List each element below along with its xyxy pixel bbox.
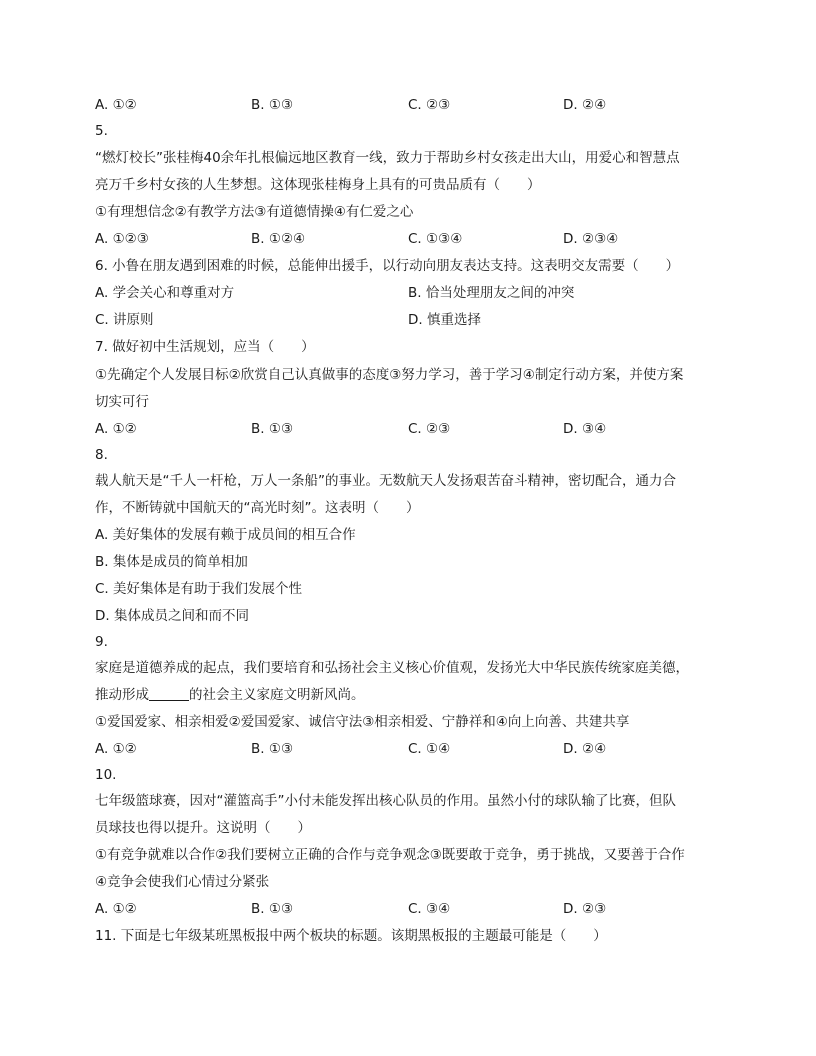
q8-number: 8. <box>95 447 108 463</box>
q6-option-d: D. 慎重选择 <box>408 312 481 328</box>
q9-number: 9. <box>95 634 108 650</box>
q5-stem-line1: “燃灯校长”张桂梅40余年扎根偏远地区教育一线，致力于帮助乡村女孩走出大山，用爱心和智慧点 <box>95 150 680 166</box>
q5-option-c: C. ①③④ <box>408 231 463 247</box>
q6-option-c: C. 讲原则 <box>95 312 154 328</box>
q10-option-c: C. ③④ <box>408 901 451 917</box>
q5-option-a: A. ①②③ <box>95 231 149 247</box>
q7-stem: 7. 做好初中生活规划，应当（ ） <box>95 339 315 355</box>
q9-stem-line2-pre: 推动形成 <box>95 687 149 703</box>
q6-option-a: A. 学会关心和尊重对方 <box>95 285 235 301</box>
q7-option-a: A. ①② <box>95 421 137 437</box>
q8-stem-line2: 作，不断铸就中国航天的“高光时刻”。这表明（ ） <box>95 500 420 516</box>
q6-option-b: B. 恰当处理朋友之间的冲突 <box>408 285 575 301</box>
q4-option-d: D. ②④ <box>563 97 607 113</box>
q7-option-b: B. ①③ <box>251 421 294 437</box>
q8-stem-line1: 载人航天是“千人一杆枪，万人一条船”的事业。无数航天人发扬艰苦奋斗精神，密切配合，通力合 <box>95 473 676 489</box>
q9-stem-line2-post: 的社会主义家庭文明新风尚。 <box>189 687 365 703</box>
q5-statements: ①有理想信念②有教学方法③有道德情操④有仁爱之心 <box>95 204 414 220</box>
q5-stem-line2: 亮万千乡村女孩的人生梦想。这体现张桂梅身上具有的可贵品质有（ ） <box>95 177 541 193</box>
q10-option-b: B. ①③ <box>251 901 294 917</box>
q7-option-d: D. ③④ <box>563 421 607 437</box>
q9-option-b: B. ①③ <box>251 741 294 757</box>
q7-statements-line2: 切实可行 <box>95 394 149 410</box>
q4-option-a: A. ①② <box>95 97 137 113</box>
q10-option-d: D. ②③ <box>563 901 607 917</box>
q8-option-a: A. 美好集体的发展有赖于成员间的相互合作 <box>95 527 356 543</box>
q4-option-c: C. ②③ <box>408 97 451 113</box>
q5-number: 5. <box>95 123 108 139</box>
q5-option-b: B. ①②④ <box>251 231 306 247</box>
q9-stem-line2 <box>95 686 365 704</box>
q9-stem-line1: 家庭是道德养成的起点，我们要培育和弘扬社会主义核心价值观，发扬光大中华民族传统家庭美德， <box>95 660 689 676</box>
q10-statements-line2: ④竞争会使我们心情过分紧张 <box>95 874 270 890</box>
q8-option-d: D. 集体成员之间和而不同 <box>95 608 249 624</box>
q7-option-c: C. ②③ <box>408 421 451 437</box>
q10-stem-line2: 员球技也得以提升。这说明（ ） <box>95 820 311 836</box>
q10-number: 10. <box>95 767 117 783</box>
q10-stem-line1: 七年级篮球赛，因对“灌篮高手”小付未能发挥出核心队员的作用。虽然小付的球队输了比赛，但队 <box>95 793 676 809</box>
q10-option-a: A. ①② <box>95 901 137 917</box>
q9-option-d: D. ②④ <box>563 741 607 757</box>
q8-option-c: C. 美好集体是有助于我们发展个性 <box>95 581 303 597</box>
q9-statements: ①爱国爱家、相亲相爱②爱国爱家、诚信守法③相亲相爱、宁静祥和④向上向善、共建共享 <box>95 714 630 730</box>
q9-fill-blank <box>149 686 189 701</box>
q9-option-a: A. ①② <box>95 741 137 757</box>
q8-option-b: B. 集体是成员的简单相加 <box>95 554 248 570</box>
q10-statements-line1: ①有竞争就难以合作②我们要树立正确的合作与竞争观念③既要敢于竞争，勇于挑战，又要善于合作 <box>95 847 685 863</box>
q6-stem: 6. 小鲁在朋友遇到困难的时候，总能伸出援手，以行动向朋友表达支持。这表明交友需要（ ） <box>95 258 680 274</box>
q5-option-d: D. ②③④ <box>563 231 619 247</box>
q11-stem: 11. 下面是七年级某班黑板报中两个板块的标题。该期黑板报的主题最可能是（ ） <box>95 928 607 944</box>
q9-option-c: C. ①④ <box>408 741 451 757</box>
q4-option-b: B. ①③ <box>251 97 294 113</box>
q7-statements-line1: ①先确定个人发展目标②欣赏自己认真做事的态度③努力学习，善于学习④制定行动方案，并使方案 <box>95 367 684 383</box>
